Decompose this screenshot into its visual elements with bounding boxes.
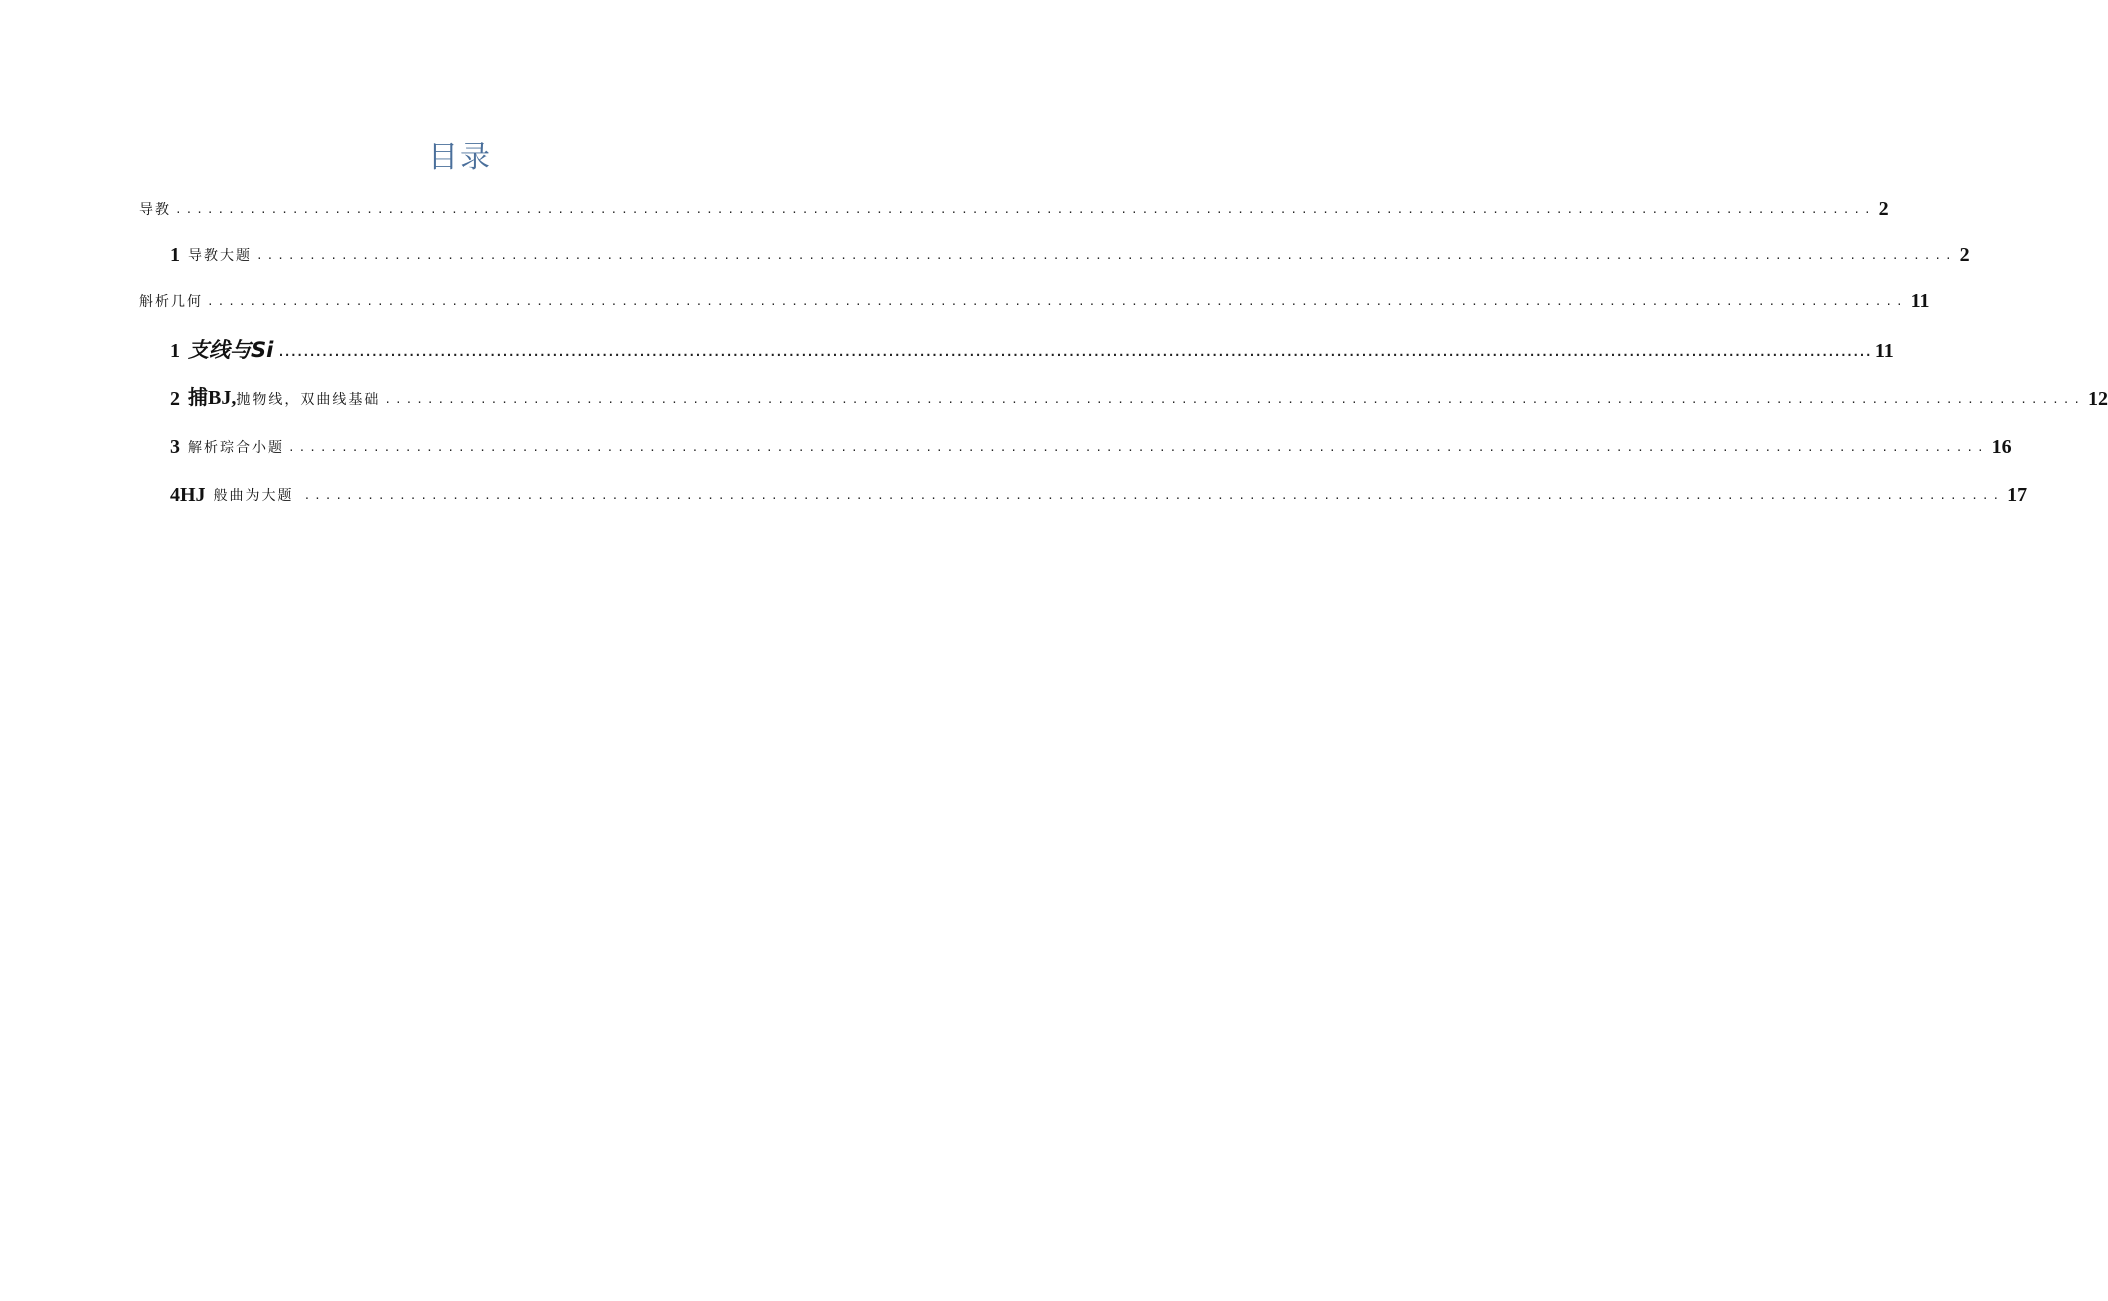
dot-leader: ................................................................................................................................................................ [207, 295, 1907, 308]
toc-page-number: 16 [1991, 436, 2012, 458]
toc-title: 目录 [428, 140, 492, 175]
toc-entry-label [188, 386, 380, 412]
toc-page-number: 2 [1959, 244, 1970, 266]
toc-page-number: 2 [1878, 198, 1889, 220]
toc-entry-text [170, 386, 380, 412]
toc-entry-text [170, 434, 284, 460]
toc-entry-text [170, 242, 252, 268]
toc-entry-label: 斛析几何 [139, 294, 203, 310]
toc-entry[interactable] [170, 478, 2028, 508]
toc-entry-text [139, 290, 203, 314]
toc-entry-label: 导教 [139, 202, 171, 218]
toc-entry[interactable] [170, 382, 2108, 412]
toc-entry-number: 1 [170, 244, 180, 266]
dot-leader: ................................................................................................................................................................ [384, 393, 2084, 406]
toc-entry-label: 导教大题 [188, 248, 252, 264]
dot-leader: ................................................................................................................................................................ [175, 203, 1875, 216]
dot-leader: ................................................................................................................................................................................................................................................................ [277, 345, 1871, 359]
toc-page-number: 17 [2007, 484, 2028, 506]
dot-leader: ................................................................................................................................................................ [288, 441, 1988, 454]
toc-entry-number: 4HJ [170, 484, 206, 506]
toc-entry-label: 解析琮合小题 [188, 440, 284, 456]
toc-entry[interactable] [170, 238, 1970, 268]
toc-entry[interactable] [139, 284, 1930, 314]
toc-entry-label-rest: 抛物线，双曲线基础 [236, 392, 381, 408]
toc-entry-number: 2 [170, 388, 180, 410]
toc-entry-text [139, 198, 171, 222]
toc-entry[interactable] [170, 334, 1894, 364]
toc-entry-label: 般曲为大题 [213, 488, 294, 504]
toc-entry-number: 1 [170, 340, 180, 362]
dot-leader: ................................................................................................................................................................ [303, 489, 2004, 502]
toc-page-number: 11 [1874, 340, 1894, 362]
toc-entry[interactable] [170, 430, 2012, 460]
toc-entry-text [170, 482, 294, 508]
toc-entry-number: 3 [170, 436, 180, 458]
toc-page-number: 11 [1910, 290, 1930, 312]
toc-entry-label-strong: 捕BJ, [188, 387, 237, 409]
toc-entry-label: 支线与Si [188, 338, 274, 362]
toc-page-number: 12 [2087, 388, 2108, 410]
toc-entry-text [170, 336, 273, 364]
toc-entry[interactable] [139, 192, 1889, 222]
dot-leader: ................................................................................................................................................................ [256, 249, 1956, 262]
